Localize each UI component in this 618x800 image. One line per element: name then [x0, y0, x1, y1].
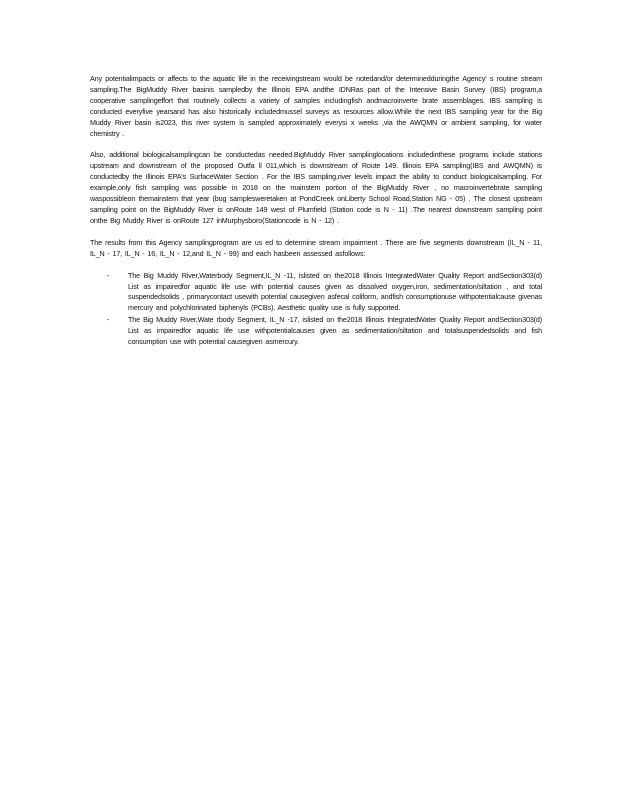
list-item — [90, 315, 542, 348]
list-item-text: The Big Muddy River,Waterbody Segment,IL_N -11, islisted on the2018 Illinois IntegratedWater Quality Report andSection303(d) List as impairedfor aquatic life use with potential causes given as dissolved oxygen,iron, sedimentation/siltation , and total suspendedsolids , primarycontact usewith potential causegiven asfecal coliform, andfish consumptionuse withpotentialcause givenas mercury and polychlorinated biphenyls (PCBs). Aesthetic quality use is fully supported. — [128, 270, 542, 313]
paragraph-ibs-sampling: Any potentialimpacts or affects to the aquatic life in the receivingstream would be notedand/or determinedduringthe Agency' s routine stream sampling.The BigMuddy River basinis sampledby the Illinois EPA andthe IDNRas part of the Intensive Basin Survey (IBS) program,a cooperative samplingeffort that routinely collects a variety of samples includingfish andmacroinverte brate assemblages. IBS sampling is conducted everyfive yearsand has also historically includedmussel surveys as resources allow.While the next IBS sampling year for the Big Muddy River basin is2023, this river system is sampled approximately everysi x weeks ,via the AWQMN or ambient sampling, for water chemistry . — [90, 74, 542, 138]
bullet-marker: - — [107, 315, 110, 325]
list-item — [90, 271, 542, 315]
segment-assessment-list — [90, 271, 542, 348]
document-page — [90, 74, 542, 349]
paragraph-sampling-locations: Also, additional biologicalsamplingcan be conductedas needed.BigMuddy River samplinglocations includedinthese programs include stations upstream and downstream of the proposed Outfa ll 011,which is downstream of Route 149. Illinois EPA sampling(IBS and AWQMN) is conductedby the Illinois EPA's SurfaceWater Section . For the IBS sampling,river levels impact the ability to conduct biologicalsampling. For example,only fish sampling was possible in 2018 on the mainstem portion of the BigMuddy River , no macroinvertebrate sampling waspossibleon themainstem that year (bug samplesweretaken at PondCreek onLiberty School Road,Station NG - 05) . The closest upstream sampling point on the BigMuddy River is onRoute 149 west of Plumfield (Station code is N - 11) .The nearest downstream sampling point onthe Big Muddy River is onRoute 127 inMurphysboro(Stationcode is N - 12) . — [90, 150, 542, 225]
paragraph-impairment-results: The results from this Agency samplingprogram are us ed to determine stream impairment . There are five segments downstream (IL_N - 11, IL_N - 17, IL_N - 16, IL_N - 12,and IL_N - 99) and each hasbeen assessed asfollows: — [90, 237, 542, 258]
list-item-text: The Big Muddy River,Wate rbody Segment, IL_N -17, islisted on the2018 Illinois IntegratedWater Quality Report andSection303(d) List as impairedfor aquatic life use withpotentialcauses given as sedimentation/siltation and totalsuspendedsolids and fish consumption use with potential causegiven asmercury. — [128, 315, 542, 347]
bullet-marker: - — [107, 270, 110, 280]
